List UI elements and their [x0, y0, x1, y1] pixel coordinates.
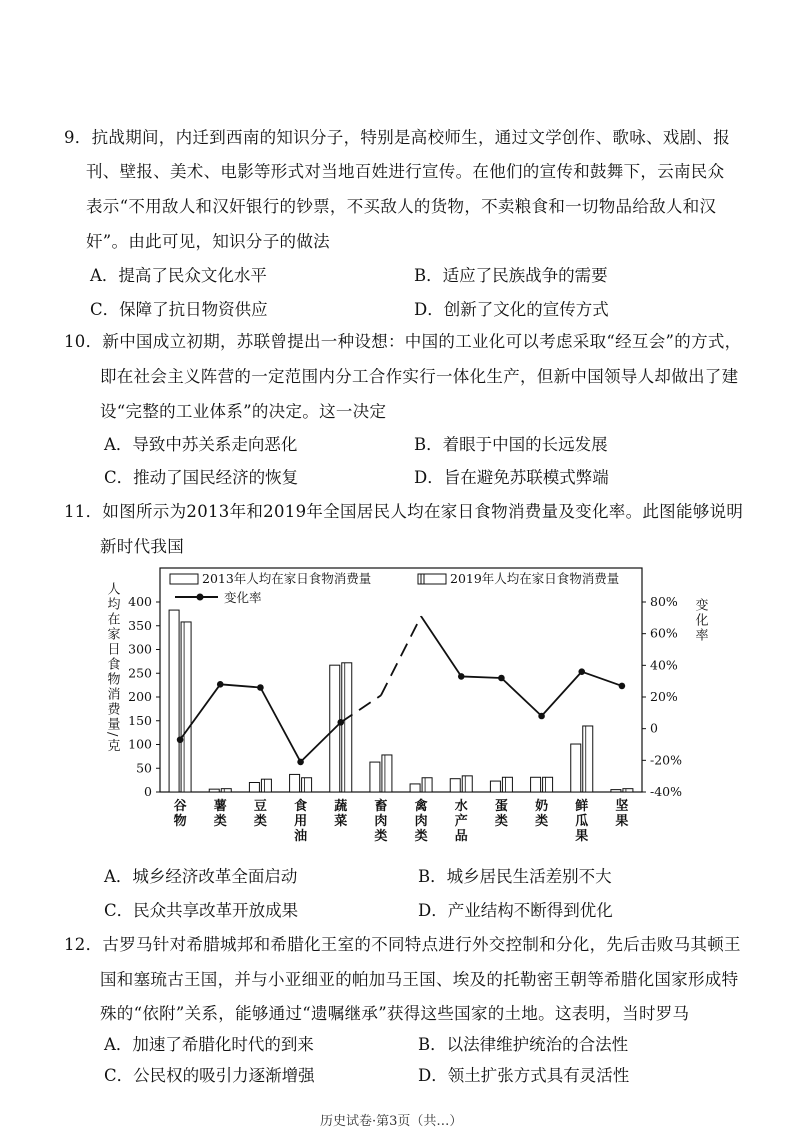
bar-2019 [583, 726, 593, 792]
rate-point [177, 736, 184, 743]
bar-2013 [249, 783, 259, 793]
q10-line-2: 即在社会主义阵营的一定范围内分工合作实行一体化生产，但新中国领导人却做出了建 [100, 367, 739, 386]
category-labels [174, 798, 629, 844]
rate-line [177, 616, 625, 765]
q11-option-b[interactable]: B．城乡居民生活差别不大 [418, 867, 612, 886]
q10-line-3: 设“完整的工业体系”的决定。这一决定 [100, 402, 387, 421]
y-tick-label: 300 [128, 641, 152, 657]
q12-option-b[interactable]: B．以法律维护统治的合法性 [418, 1035, 629, 1054]
bar-2013 [450, 779, 460, 792]
y-axis-title: 人均在家日食物消费量/克 [104, 582, 120, 754]
category-label: 鲜瓜果 [575, 799, 589, 844]
bar-2013 [209, 789, 219, 792]
legend-rate: 变化率 [224, 590, 262, 605]
rate-point [538, 713, 545, 720]
q12-option-d[interactable]: D．领土扩张方式具有灵活性 [418, 1066, 630, 1085]
q10-option-c[interactable]: C．推动了国民经济的恢复 [104, 468, 299, 487]
food-consumption-chart [0, 560, 800, 860]
y-tick-label: 100 [128, 736, 152, 752]
q10-option-b[interactable]: B．着眼于中国的长远发展 [414, 435, 608, 454]
q10-option-d[interactable]: D．旨在避免苏联模式弊端 [414, 468, 609, 487]
rate-segment [582, 672, 622, 686]
rate-segment [381, 616, 421, 695]
bar-2019 [221, 789, 231, 792]
q9-option-a[interactable]: A．提高了民众文化水平 [90, 266, 267, 285]
bar-2019 [382, 755, 392, 792]
y2-tick-label: 80% [650, 594, 678, 609]
y2-tick-label: 60% [650, 625, 678, 641]
rate-point [619, 683, 626, 690]
bar-2019 [181, 622, 191, 792]
rate-point [217, 681, 224, 688]
q11-line-2: 新时代我国 [100, 537, 184, 556]
q10-option-a[interactable]: A．导致中苏关系走向恶化 [104, 435, 298, 454]
category-label: 坚果 [615, 799, 629, 829]
q9-line-1: 9．抗战期间，内迁到西南的知识分子，特别是高校师生，通过文学创作、歌咏、戏剧、报 [64, 128, 730, 147]
q12-line-2: 国和塞琉古王国，并与小亚细亚的帕加马王国、埃及的托勒密王朝等希腊化国家形成特 [100, 970, 739, 989]
bar-2013 [611, 790, 621, 792]
q12-line-1: 12．古罗马针对希腊城邦和希腊化王室的不同特点进行外交控制和分化，先后击败马其顿王 [64, 935, 741, 954]
bar-2013 [490, 781, 500, 792]
q10-line-1: 10．新中国成立初期，苏联曾提出一种设想：中国的工业化可以考虑采取“经互会”的方式， [64, 332, 742, 351]
bar-2013 [169, 610, 179, 792]
y2-tick-label: 20% [650, 689, 678, 704]
q9-line-3: 表示“不用敌人和汉奸银行的钞票，不买敌人的货物，不卖粮食和一切物品给敌人和汉 [86, 197, 717, 216]
rate-segment [501, 678, 541, 716]
y-tick-label: 400 [128, 594, 152, 609]
rate-point [458, 673, 465, 680]
q9-line-4: 奸”。由此可见，知识分子的做法 [86, 232, 330, 251]
chart-legend [170, 571, 619, 605]
rate-point [257, 684, 264, 691]
category-label: 蔬菜 [334, 799, 348, 829]
q12-option-c[interactable]: C．公民权的吸引力逐渐增强 [104, 1066, 315, 1085]
category-label: 食用油 [294, 799, 308, 844]
bar-2013 [410, 784, 420, 792]
bar-2013 [531, 777, 541, 792]
q9-option-d[interactable]: D．创新了文化的宣传方式 [414, 300, 609, 319]
page-footer: 历史试卷·第3页（共…） [320, 1114, 463, 1129]
rate-point [337, 719, 344, 726]
category-label: 蛋类 [494, 799, 508, 829]
q9-option-b[interactable]: B．适应了民族战争的需要 [414, 266, 608, 285]
rate-segment [461, 676, 501, 678]
legend-2013: 2013年人均在家日食物消费量 [202, 571, 372, 586]
y-tick-label: 150 [128, 712, 152, 728]
q11-line-1: 11．如图所示为2013年和2019年全国居民人均在家日食物消费量及变化率。此图能够说明 [64, 502, 744, 521]
rate-point [498, 675, 505, 682]
y-tick-label: 0 [144, 784, 152, 799]
y2-tick-label: -40% [650, 784, 683, 799]
y2-tick-label: -20% [650, 752, 683, 768]
category-label: 薯类 [213, 799, 227, 829]
bar-2013 [290, 774, 300, 792]
rate-segment [220, 684, 260, 687]
category-label: 禽肉类 [414, 799, 428, 844]
bar-2019 [502, 777, 512, 792]
q11-option-c[interactable]: C．民众共享改革开放成果 [104, 901, 299, 920]
rate-point [578, 668, 585, 675]
category-label: 豆类 [253, 799, 267, 829]
bar-2019 [462, 776, 472, 792]
category-label: 水产品 [454, 799, 468, 844]
q12-option-a[interactable]: A．加速了希腊化时代的到来 [104, 1035, 314, 1054]
y2-tick-label: 40% [650, 657, 678, 673]
bar-2019 [543, 777, 553, 792]
y-tick-label: 350 [128, 617, 152, 633]
bar-2019 [422, 778, 432, 792]
bar-2013 [370, 762, 380, 792]
bar-2019 [302, 778, 312, 792]
category-label: 奶类 [535, 799, 549, 829]
q12-line-3: 殊的“依附”关系，能够通过“遗嘱继承”获得这些国家的土地。这表明，当时罗马 [100, 1004, 690, 1023]
bars [169, 610, 633, 792]
legend-2019: 2019年人均在家日食物消费量 [450, 571, 620, 586]
category-label: 谷物 [173, 799, 187, 829]
y-tick-label: 250 [128, 665, 152, 681]
q9-line-2: 刊、壁报、美术、电影等形式对当地百姓进行宣传。在他们的宣传和鼓舞下，云南民众 [86, 162, 725, 181]
q11-option-d[interactable]: D．产业结构不断得到优化 [418, 901, 613, 920]
bar-2019 [261, 779, 271, 792]
rate-segment [260, 688, 300, 762]
rate-point [297, 759, 304, 766]
rate-segment [542, 672, 582, 716]
y2-tick-label: 0 [650, 720, 658, 736]
category-label: 畜肉类 [374, 799, 388, 844]
y-tick-label: 50 [136, 760, 152, 776]
q11-option-a[interactable]: A．城乡经济改革全面启动 [104, 867, 298, 886]
y2-axis-title: 变化率 [692, 598, 708, 643]
q9-option-c[interactable]: C．保障了抗日物资供应 [90, 300, 268, 319]
left-axis [128, 594, 160, 799]
bar-2019 [623, 789, 633, 792]
rate-segment [421, 616, 461, 676]
bar-2013 [571, 744, 581, 792]
y-tick-label: 200 [128, 689, 152, 704]
right-axis [642, 594, 682, 799]
bar-2019 [342, 663, 352, 792]
